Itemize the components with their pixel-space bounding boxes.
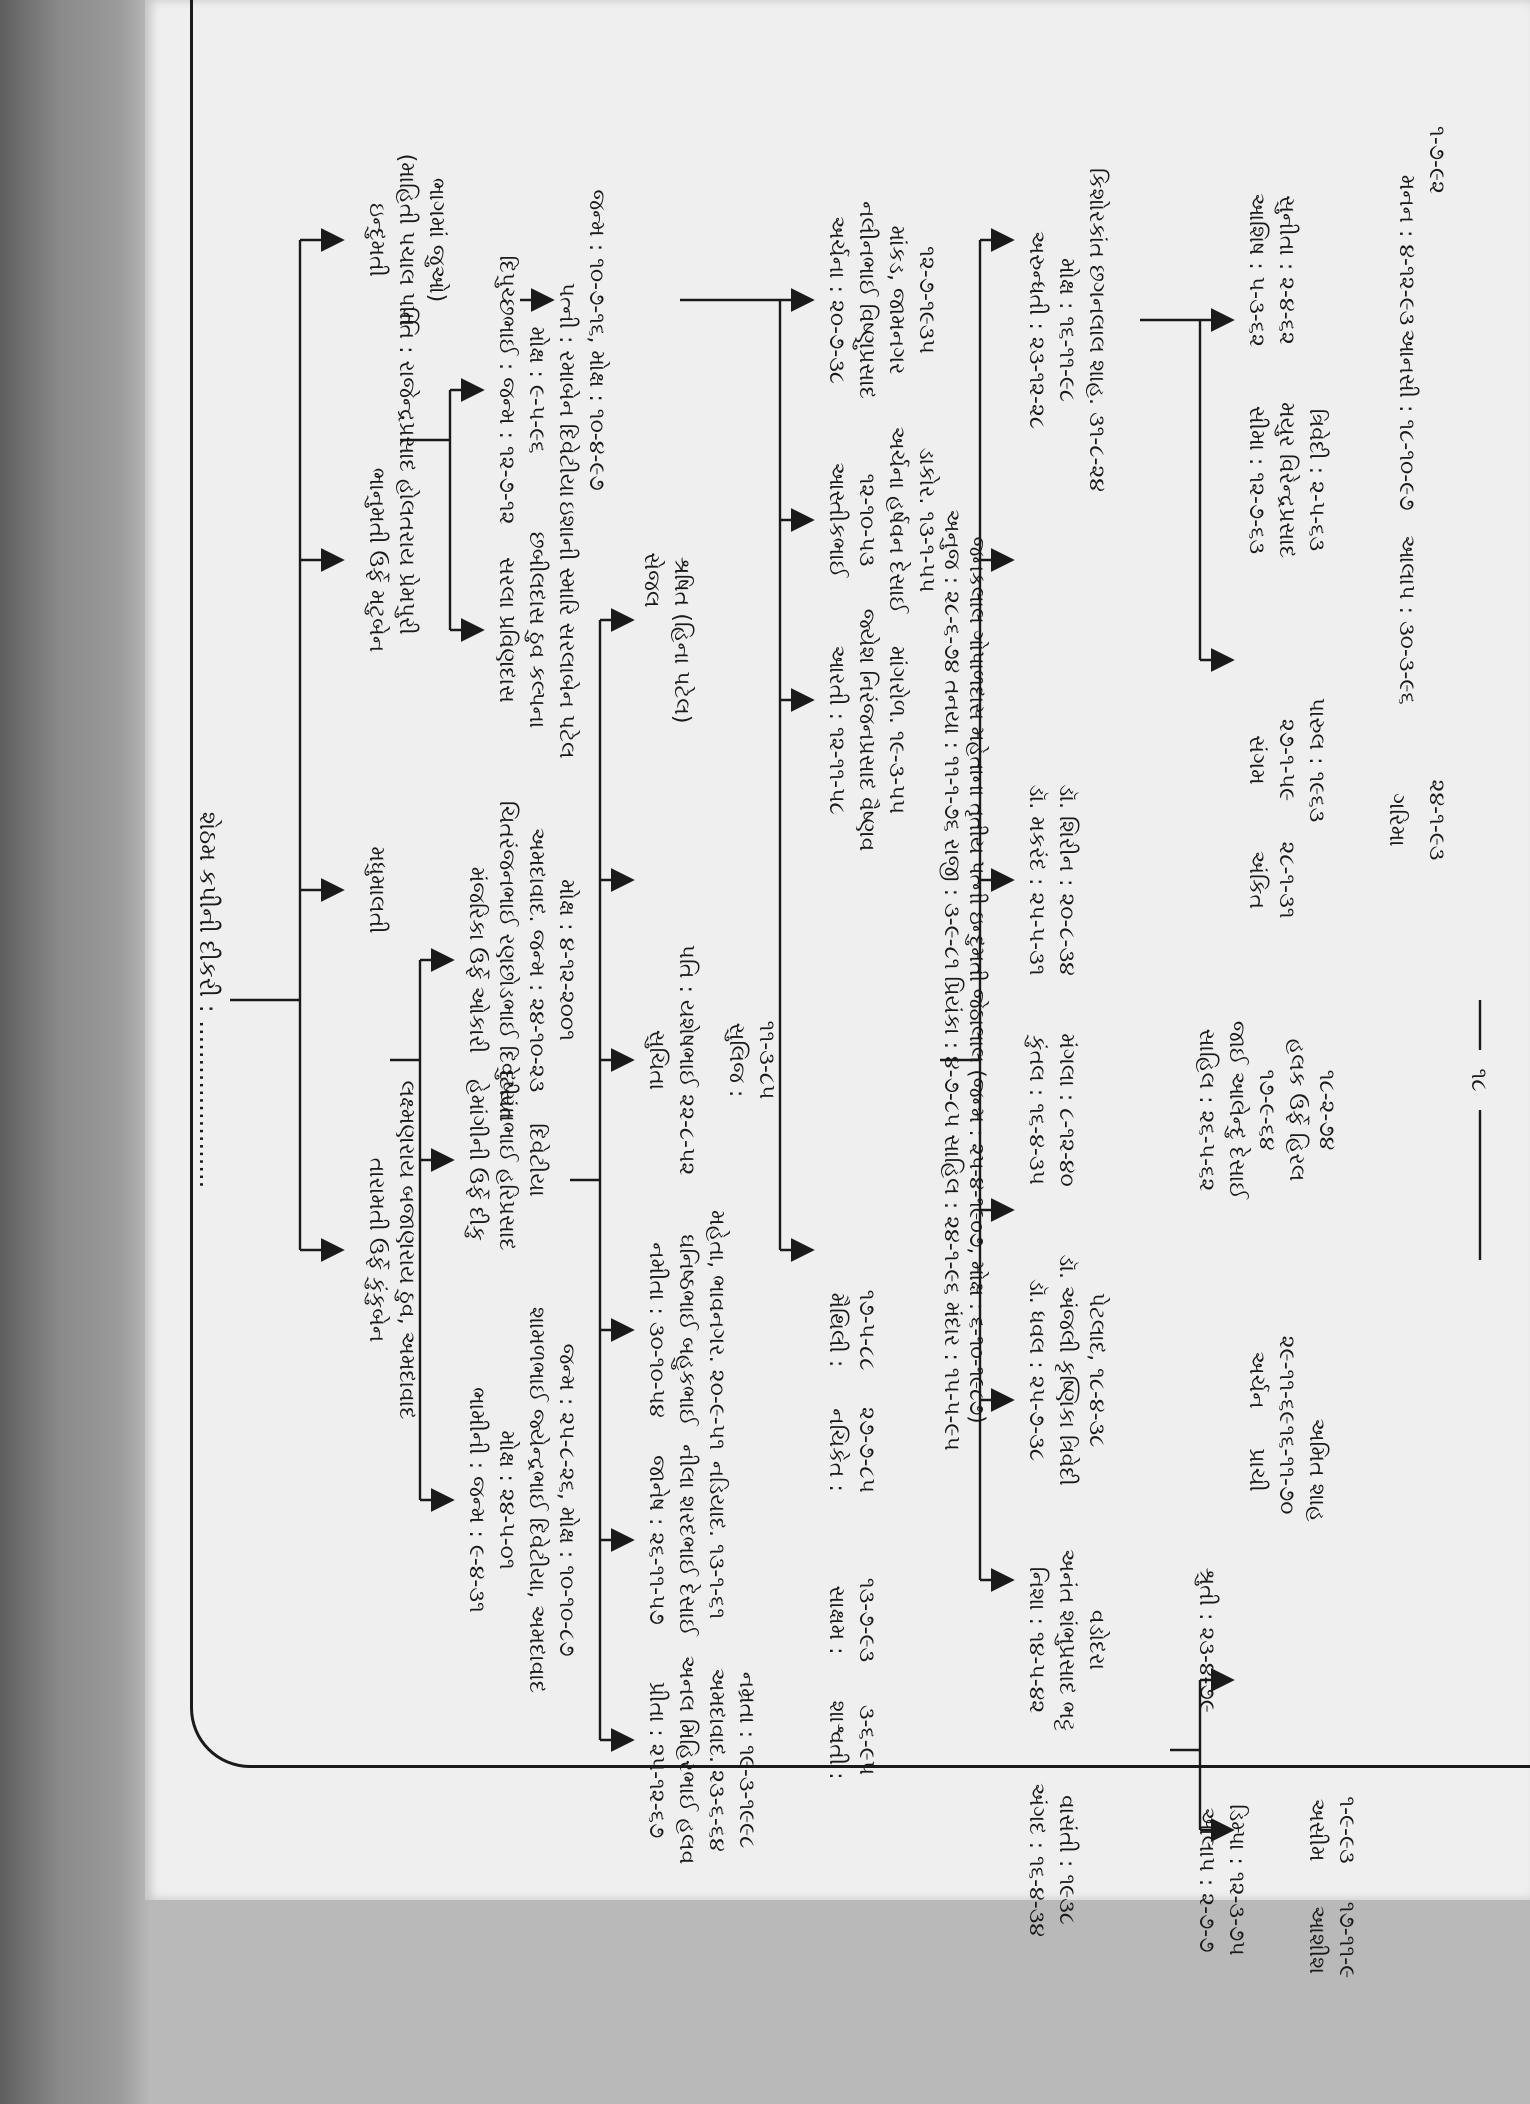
gen5-line: ડૉ. ધવલ : ૨૫-૭-૩૮ — [1024, 1279, 1049, 1461]
gen6-line: સુનીતા : ૨-૪-૬૨ — [1274, 195, 1299, 345]
arch-line: અર્ચના : ૨૦-૭-૩૮ — [824, 215, 849, 385]
gen1-line: ભાગમાં જુઓ) — [424, 177, 449, 303]
gen6-line: અંકિત — [1244, 850, 1269, 910]
gen1-ind — [364, 154, 450, 327]
arch-line: આસ્તીકભાઈ — [824, 462, 849, 578]
gen6 — [1194, 193, 1359, 1978]
gen5-line: મોક્ષ : ૧૬-૧૧-૯૮ — [1054, 257, 1079, 403]
gen1-line: ઇન્દુમતી — [364, 203, 389, 277]
gen3-line: પ્રીતા : ૨૫-૧૨-૬૭ — [644, 1681, 669, 1839]
arch-line: ૧૨-૧૦-૫૩ — [854, 473, 879, 567]
gen3-prita — [644, 1656, 729, 1865]
gen4-line: ૩-૬-૯૫ — [854, 1704, 879, 1776]
gen2-bham — [464, 1307, 580, 1693]
gen5-line: ડૉ. અંજલી કૃષ્ણિકા ત્રિવેદી — [1054, 1254, 1079, 1486]
gen3-line: સુચિતા — [644, 1029, 669, 1091]
gen3-line: અનલ મિહિરભાઈ હલવ — [674, 1655, 699, 1865]
gen2-birth: જન્મ : ૧૦-૭-૧૬, મોક્ષ : ૧૦-૪-૯૭ — [584, 189, 609, 491]
gen3-line: સેજલ — [639, 552, 664, 608]
gen6-line: આશિષ : ૫-૩-૬૨ — [1244, 193, 1269, 347]
gen7-line: આનસી : ૧૮-૧૦-૯૭ — [1394, 329, 1419, 511]
arch-line: જ્યેશ નિરંજનપ્રસાદ વૈષ્ણવ — [854, 608, 879, 852]
gen7-line: ૧-૭-૯૨ — [1424, 126, 1449, 194]
gen6-line: પારુલ : ૧૯૬૩ — [1304, 697, 1329, 823]
arch-line: નલીનભાઈ વિષ્ણુપ્રસાદ — [854, 201, 879, 399]
gen6-line: આલાપ : ૨-૭-૭ — [1194, 1807, 1219, 1953]
gen2-line: દિપુચ્છભાઈ : જન્મ : ૧૨-૭-૧૨ — [494, 255, 519, 525]
arch-line: આરતી : ૧૨-૧૧-૫૮ — [824, 645, 849, 815]
gen1-bhanu — [364, 305, 420, 652]
gen3-line: નડિયાદ. ૧૩-૧-૬૧ — [704, 1460, 729, 1620]
gen5-line: કિશોરકાંત છગનલાલ શાહ. ૩૧-૮-૨૪ — [1084, 168, 1109, 492]
gen2-sarla — [494, 501, 580, 758]
gen2-hem — [464, 1066, 550, 1250]
gen2-line: છબીલદાસ ઠુવ કલ્પના — [524, 531, 549, 729]
arch-line: માંકડ, જામનગર — [884, 225, 909, 375]
gen5-line: કુંતલ : ૧૬-૪-૩૫ — [1024, 1035, 1049, 1185]
gen5-line: પેટલાદ, ૧૮-૪-૩૮ — [1084, 1292, 1109, 1448]
gen2-line: સરલા પ્રવિણદાસ — [494, 557, 519, 703]
gen3-sejal — [639, 552, 695, 723]
dob-line: અનુજ : ૨૮-૬-૭૪ તનયા : ૧૧-૧-૭૬ રાજી : ૩-૯-૮૧ પ્રિયંકા : ૪-૭-૮૫ સાહિલ : ૨૪-૧-૯૬ મંદાર : ૧૫-૫-૯૫ — [939, 509, 964, 1451]
gen3-namrata: નમ્રતા : ૧૯-૩-૧૯૯૮ — [734, 1671, 759, 1849]
gen4-line: ૧૩-૭-૯૩ — [854, 1577, 879, 1663]
rotated-page — [194, 126, 1491, 1978]
gen5-line: નિશા : ૧૪-૫-૪૨ — [1024, 1566, 1049, 1714]
arch-3 — [824, 609, 910, 852]
gen4-line: ૨૭-૭-૮૫ — [854, 1407, 879, 1493]
gen2-line: શામળભાઈ જ્યેન્દ્રભાઈ દિવેટીયા, અમદાવાદ — [524, 1306, 549, 1694]
arch-2 — [824, 426, 940, 614]
gen6-line: અર્ચન — [1244, 1351, 1269, 1409]
gen3-line: જાનેષ : ૨૬-૧૧-૫૭ — [644, 1455, 669, 1625]
gen3-janesh — [644, 1444, 729, 1637]
gen1-line: ભાનુમતી ઉર્ફે મટુબેન — [364, 467, 389, 653]
gen3-line: પતિ : યશેષભાઈ ૨૨-૮-૫૨ — [674, 944, 699, 1176]
gen2-line: મોક્ષ : ૪-૧૨-૨૦૦૧ — [554, 879, 579, 1041]
gen5-line: મંગલા : ૮-૧૨-૪૦ — [1054, 1033, 1079, 1187]
gen1-line: પતિ : રાજેન્દ્રપ્રસાદ હોલતરાય પ્રેમપુરી — [394, 305, 419, 635]
gen5-line: અરુન્ધતી : ૨૩-૧૨-૨૮ — [1024, 231, 1049, 429]
gen6-line: અસીમ — [1304, 1798, 1329, 1862]
gen3-line: નીલા શરદભાઈ દેસાઈ — [674, 1444, 699, 1636]
gen5-line: ડૉ. શિરીન : ૨૦-૮-૩૪ — [1054, 784, 1079, 976]
gen4-line: ૧૭-૫-૮૮ — [854, 1289, 879, 1371]
gen4-line: નચિકેત : — [824, 1408, 849, 1492]
gen1-line: (માહિતી પચાલ પતિ — [394, 153, 419, 327]
gen6-line: સંગમ — [1244, 735, 1269, 785]
gen2-dipu — [494, 255, 580, 524]
gen3-line: સુલિજ : — [724, 1022, 749, 1098]
gen4-line: મૈથિલી : — [824, 1292, 849, 1368]
gen5-line: અંગદ : ૧૬-૪-૩૪ — [1024, 1783, 1049, 1937]
gen6-line: ૨૭-૧-૫૯ — [1274, 718, 1299, 802]
gen7-line: આલાપ : ૩૦-૩-૯૬ — [1394, 535, 1419, 705]
page-number: ૧૮ — [1466, 1068, 1491, 1092]
gen7-line: ૨૪-૧-૯૩ — [1424, 779, 1449, 861]
gen7-line: મનન : ૪-૧૨-૯૩ — [1394, 174, 1419, 326]
gen6-line: ૧૬-૧૧-૭૦ — [1274, 1425, 1299, 1515]
gen1-line: મધુમાલતી — [364, 846, 389, 934]
gen6-line: શ્રુતી : ૨૩-૪-૭૯ — [1194, 1567, 1219, 1713]
gen6-line: પ્રાચી — [1244, 1448, 1269, 1492]
gen1-line: તારામતી ઉર્ફે કુંકુબેન — [364, 1157, 389, 1343]
gen3-line: ૧૧-૩-૮૫ — [754, 1020, 779, 1100]
gen3-line: અમદાવાદ. ૨૩-૬-૬૪ — [704, 1668, 729, 1852]
gen6-line: જાઈ આલેન્દુ દેસાઈ — [1224, 1020, 1249, 1200]
gen2-line: દુષ્યંતભાઈ હરિપ્રસાદ — [494, 1069, 519, 1251]
gen6-line: ૧-૯-૯૩ — [1334, 1796, 1359, 1864]
gen6-line: હલક ઉર્ફે હિરલ — [1284, 1038, 1309, 1182]
gen4-small — [824, 1290, 879, 1780]
gen7-line: ગરિમા — [1384, 793, 1409, 847]
gen6-line: અમિત શાહ — [1304, 1418, 1329, 1522]
gen6-line: સીમા : ૧૨-૭-૬૩ — [1244, 405, 1269, 555]
gen5-line: વાસંતી : ૧૯૩૮ — [1054, 1795, 1079, 1925]
gen2-line: ઇશાની સ્મારિ સરલાબેન પટેલ — [554, 501, 579, 759]
gen5-line: વડોદરા — [1084, 1609, 1109, 1671]
gen4-line: સાક્ષમ : — [824, 1585, 849, 1655]
gen6-line: ૨૮-૧-૩૧ — [1274, 841, 1299, 919]
gen1-line: લક્ષ્મણરાય બજાણરાય ઠુવ, અમદાવાદ — [394, 1080, 419, 1420]
page-number-group — [1466, 1000, 1491, 1260]
gen3-line: મહેતા, ભાવનગર. ૨૦-૯-૫૧ — [704, 1210, 729, 1450]
gen3-suchita — [644, 945, 779, 1176]
gen6-line: આશીશ — [1304, 1905, 1329, 1975]
gen2-line: મંજરિકા ઉર્ફે ઓકારી — [464, 866, 489, 1054]
arch-1 — [824, 201, 939, 399]
gen6-line: ૧૮-૨-૭૪ — [1314, 1069, 1339, 1151]
gen2-line: પત્ની : રમાબેન દિવેટીયા — [554, 282, 579, 498]
gen2-manj — [464, 801, 580, 1119]
gen6-line: ત્રિવેદી : ૨-૫-૬૩ — [1304, 408, 1329, 552]
gen5-line: ડૉ. મકરંદ : ૨૫-૫-૩૧ — [1024, 784, 1049, 976]
gen2-line: ભામીની : જન્મ : ૯-૪-૩૧ — [464, 1387, 489, 1613]
gen1-madhu — [364, 846, 389, 933]
arch-line: માંગરોળ. ૧૯-૩-૫૫ — [884, 645, 909, 815]
gen4-line: શાશ્વતી : — [824, 1700, 849, 1780]
gen3-line: નમીતા : ૩૦-૧૦-૫૪ — [644, 1242, 669, 1418]
arch-line: ડાકોર. ૧૩-૧-૫૫ — [914, 447, 939, 593]
gen6-line: ૧૭-૯-૬૪ — [1254, 1069, 1279, 1151]
gen5 — [1024, 168, 1110, 1937]
gen6-line: ૧૭-૧૧-૯ — [1334, 1901, 1359, 1979]
gen7 — [1384, 126, 1449, 860]
gen2-line: મોક્ષ : ૯-૫-૯૬ — [524, 326, 549, 454]
gen6-line: મયુર વિરેન્દ્રપ્રસાદ — [1274, 402, 1299, 558]
gen2-line: જન્મ : ૨૫-૮-૨૬, મોક્ષ : ૧૦-૧૦-૮૭ — [554, 1343, 579, 1657]
root-title: શેઠમ કપીની દીકરી : ...................... — [194, 811, 222, 1189]
gen2-line: ચિતરંજનભાઈ રણછોડભાઈ દિવેટીયા — [494, 800, 519, 1120]
arch-line: ૧૨-૭-૧૯૩૫ — [914, 246, 939, 354]
gen2-line: મોક્ષ : ૨૪-૫-૦૧ — [494, 1430, 519, 1570]
gen6-line: સાહિલ : ૨૬-૫-૬૨ — [1194, 1028, 1219, 1192]
gen2-line: હેમાંગીની ઉર્ફે દીકુ — [464, 1078, 489, 1242]
arch-line: અર્ચના હર્ષવન દેસાઈ — [884, 426, 909, 614]
spouse-line: જનકલાલ ગોપાળદાસ મહેતાના તૃતીય પત્ની ઇન્દુમતી જેઠાલાલ (જન્મ : ૨૫-૪-૧૯૦૭, મોક્ષ : ૬-૧૦-૧૯૮૭) — [965, 536, 989, 1424]
gen2-line: અમદાવાદ. જન્મ : ૨૪-૧૦-૨૩ — [524, 827, 549, 1093]
gen3-namita — [644, 1210, 730, 1450]
gen1-tara — [364, 1081, 419, 1420]
gen5-line: અનંત શંભુપ્રસાદ ભટ્ટ — [1054, 1548, 1079, 1732]
gen6-line: ડિમ્પા : ૧૨-૩-૭૫ — [1224, 1804, 1249, 1956]
gen6-line: ૨૯-૧૧-૬૯ — [1274, 1335, 1299, 1425]
gen3-line: ઘનિષ્ઠભાઈ બહુકભાઈ — [674, 1234, 699, 1426]
gen2-line: દિવેટીયા — [524, 1123, 549, 1197]
gen3-line: શ્રષિત (હિના પટેલ) — [669, 556, 694, 724]
